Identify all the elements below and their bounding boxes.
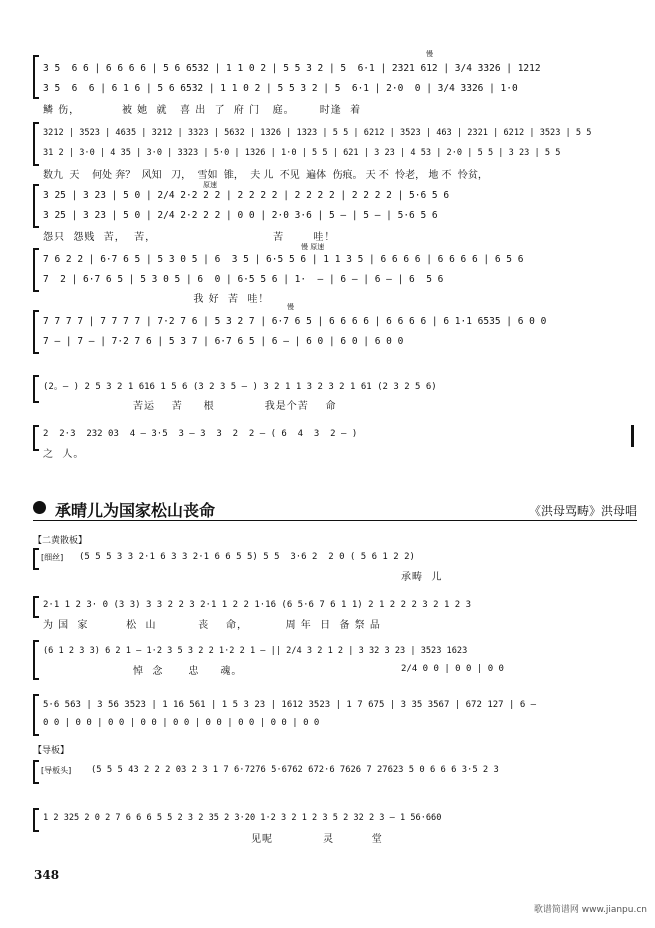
upper-staff: 7 6 2 2 | 6·7 6 5 | 5 3 0 5 | 6 3 5 | 6·5 5 6 | 1 1 3 5 | 6 6 6 6 | 6 6 6 6 | 6 5 6 [43,254,524,265]
bullet-icon [33,501,46,514]
lyrics-line: 我 好 苦 哇！ [43,294,270,305]
lyrics-line: 悼 念 忠 魂。 [133,666,243,677]
upper-staff: 3 25 | 3 23 | 5 0 | 2/4 2·2 2 2 | 2 2 2 2 | 2 2 2 2 | 2 2 2 2 | 5·6 5 6 [43,190,450,201]
lower-staff: 3 5 6 6 | 6 1 6 | 5 6 6532 | 1 1 0 2 | 5 5 3 2 | 5 6·1 | 2·0 0 | 3/4 3326 | 1·0 [43,83,518,94]
system-brace [33,122,39,166]
score-system-free [33,375,637,415]
lower-staff: 31 2 | 3·0 | 4 35 | 3·0 | 3323 | 5·0 | 1326 | 1·0 | 5 5 | 621 | 3 23 | 4 53 | 2·0 | 5 5 | 3 23 | 5 5 [43,148,561,158]
instrument-prefix: [细丝] [41,553,64,562]
section-label: 【导板】 [33,746,70,756]
system-brace [33,808,39,832]
melody-line: (5 5 5 3 3 2·1 6 3 3 2·1 6 6 5 5) 5 5 3·6 2 2 0 ( 5 6 1 2 2) [79,552,415,562]
lyrics-line: 承畴 儿 [401,572,443,583]
tempo-mark: 慢 [287,303,294,311]
section-label: 【二黄散板】 [33,536,88,546]
tempo-mark: 慢 原速 [301,243,325,251]
system-brace [33,184,39,228]
system-brace [33,55,39,99]
tempo-mark: 慢 [426,50,433,58]
lower-staff: 7 2 | 6·7 6 5 | 5 3 0 5 | 6 0 | 6·5 5 6 | 1· — | 6 — | 6 — | 6 5 6 [43,274,444,285]
score-system-free-end [33,425,637,465]
system-brace [33,694,39,736]
upper-staff: 7 7 7 7 | 7 7 7 7 | 7·2 7 6 | 5 3 2 7 | 6·7 6 5 | 6 6 6 6 | 6 6 6 6 | 6 1·1 6535 | 6 0 0 [43,316,547,327]
lower-staff: 0 0 | 0 0 | 0 0 | 0 0 | 0 0 | 0 0 | 0 0 | 0 0 | 0 0 [43,718,320,728]
score-system-1 [33,50,637,117]
score-system-s3 [33,640,637,690]
lyrics-line: 见呢 灵 堂 [251,834,383,845]
lower-staff: 3 25 | 3 23 | 5 0 | 2/4 2·2 2 2 | 0 0 | 2·0 3·6 | 5 — | 5 — | 5·6 5 6 [43,210,438,221]
melody-line: 1 2 325 2 0 2 7 6 6 6 5 5 2 3 2 35 2 3·20 1·2 3 2 1 2 3 5 2 32 2 3 — 1 56·660 [43,813,442,823]
system-brace [33,548,39,570]
lyrics-line: 之 人。 [43,449,85,460]
score-system-5 [33,303,637,362]
upper-staff: 3212 | 3523 | 4635 | 3212 | 3323 | 5632 | 1326 | 1323 | 5 5 | 6212 | 3523 | 463 | 2321 | 6212 | 3523 | 5 5 [43,128,592,138]
melody-line: 2·1 1 2 3· 0 (3 3) 3 3 2 2 3 2·1 1 2 2 1·16 (6 5·6 7 6 1 1) 2 1 2 2 2 3 2 1 2 3 [43,600,472,610]
page-number: 348 [34,868,60,882]
score-system-s6 [33,808,637,852]
instrument-prefix: [导板头] [41,766,72,775]
melody-line: 2 2·3 232 03 4 — 3·5 3 — 3 3 2 2 — ( 6 4 3 2 — ) [43,429,358,439]
score-system-4 [33,243,637,310]
title-rule [33,520,637,521]
score-system-s4 [33,694,637,738]
melody-line: (6 1 2 3 3) 6 2 1 — 1·2 3 5 3 2 2 1·2 2 1 — || 2/4 3 2 1 2 | 3 32 3 23 | 3523 1623 [43,646,468,656]
score-system-2 [33,122,637,184]
lyrics-line: 鳞 伤， 被 她 就 喜 出 了 府 门 庭。 时逢 着 [43,105,362,116]
system-brace [33,248,39,292]
score-system-3 [33,181,637,246]
section-source: 《洪母骂畴》洪母唱 [528,504,637,518]
system-brace [33,760,39,784]
score-system-s2 [33,596,637,638]
system-brace [33,375,39,403]
lower-staff: 2/4 0 0 | 0 0 | 0 0 [401,664,504,674]
lyrics-line: 数九 天 何处 奔？ 风知 刀， 雪如 锥， 夫 儿 不见 遍体 伤痕。 天 不 怜老， 地 不 怜贫， [43,170,488,181]
section-title: 承晴儿为国家松山丧命 [55,501,216,520]
final-barline [631,425,634,447]
upper-staff: 5·6 563 | 3 56 3523 | 1 16 561 | 1 5 3 23 | 1612 3523 | 1 7 675 | 3 35 3567 | 672 127 | 6 — [43,700,537,710]
lyrics-line: 怨只 怨贱 苦， 苦， 苦 哇！ [43,232,336,243]
section-header [33,498,637,520]
score-system-s1 [33,548,637,588]
tempo-mark: 原速 [203,181,217,189]
lyrics-line: 为 国 家 松 山 丧 命， 周 年 日 备 祭 品 [43,620,381,631]
score-system-s5 [33,760,637,790]
lyrics-line: 苦运 苦 根 我是个苦 命 [133,401,337,412]
watermark: 歌谱简谱网 www.jianpu.cn [533,905,647,915]
system-brace [33,310,39,354]
melody-line: (2。— ) 2 5 3 2 1 616 1 5 6 (3 2 3 5 — ) 3 2 1 1 3 2 3 2 1 61 (2 3 2 5 6) [43,382,437,392]
lower-staff: 7 — | 7 — | 7·2 7 6 | 5 3 7 | 6·7 6 5 | 6 — | 6 0 | 6 0 | 6 0 0 [43,336,404,347]
upper-staff: 3 5 6 6 | 6 6 6 6 | 5 6 6532 | 1 1 0 2 | 5 5 3 2 | 5 6·1 | 2321 612 | 3/4 3326 | 1212 [43,63,541,74]
system-brace [33,425,39,451]
melody-line: (5 5 5 43 2 2 2 03 2 3 1 7 6·7276 5·6762 672·6 7626 7 27623 5 0 6 6 6 3·5 2 3 [91,765,499,775]
system-brace [33,640,39,680]
system-brace [33,596,39,618]
